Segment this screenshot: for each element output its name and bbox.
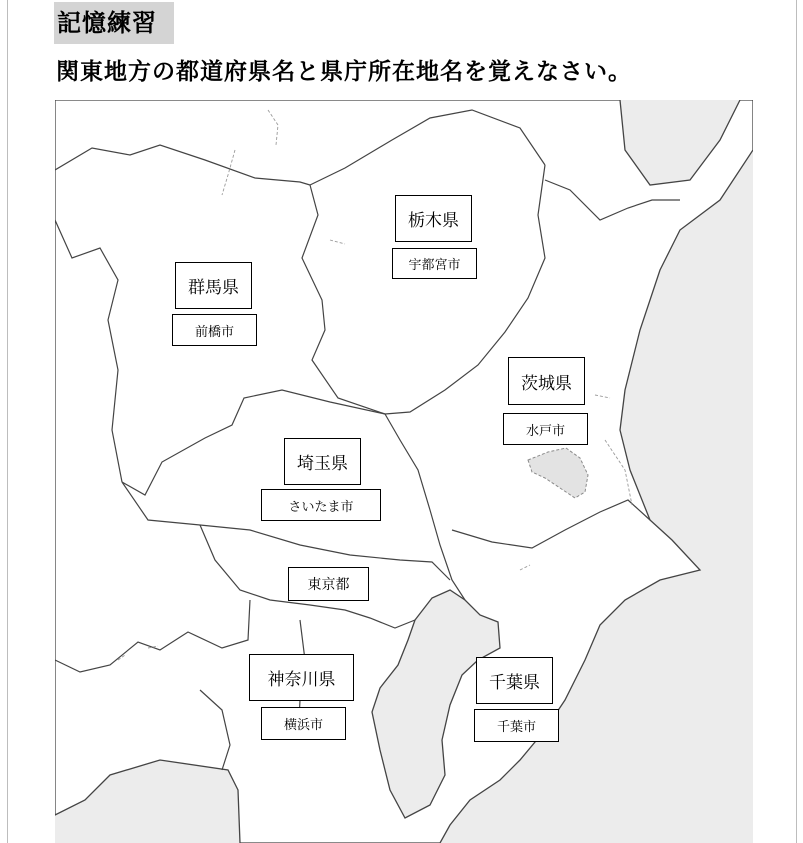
tochigi-pref-label: 栃木県 — [395, 195, 472, 242]
page-border-right — [796, 0, 797, 843]
gunma-pref-label: 群馬県 — [175, 262, 252, 309]
chiba-city-label: 千葉市 — [474, 709, 559, 742]
instruction-text: 関東地方の都道府県名と県庁所在地名を覚えなさい。 — [56, 59, 632, 85]
kanagawa-pref-label: 神奈川県 — [249, 654, 354, 701]
kanagawa-city-label: 横浜市 — [261, 707, 346, 740]
ibaraki-city-label: 水戸市 — [503, 413, 588, 445]
tochigi-city-label: 宇都宮市 — [392, 248, 477, 279]
tokyo-label: 東京都 — [288, 567, 369, 601]
chiba-pref-label: 千葉県 — [476, 657, 553, 704]
ibaraki-pref-label: 茨城県 — [508, 357, 585, 405]
heading-tag: 記憶練習 — [54, 2, 174, 44]
saitama-pref-label: 埼玉県 — [284, 438, 361, 485]
saitama-city-label: さいたま市 — [261, 489, 381, 521]
gunma-city-label: 前橋市 — [172, 314, 257, 346]
page-border-left — [7, 0, 8, 843]
kanto-map — [55, 100, 753, 843]
